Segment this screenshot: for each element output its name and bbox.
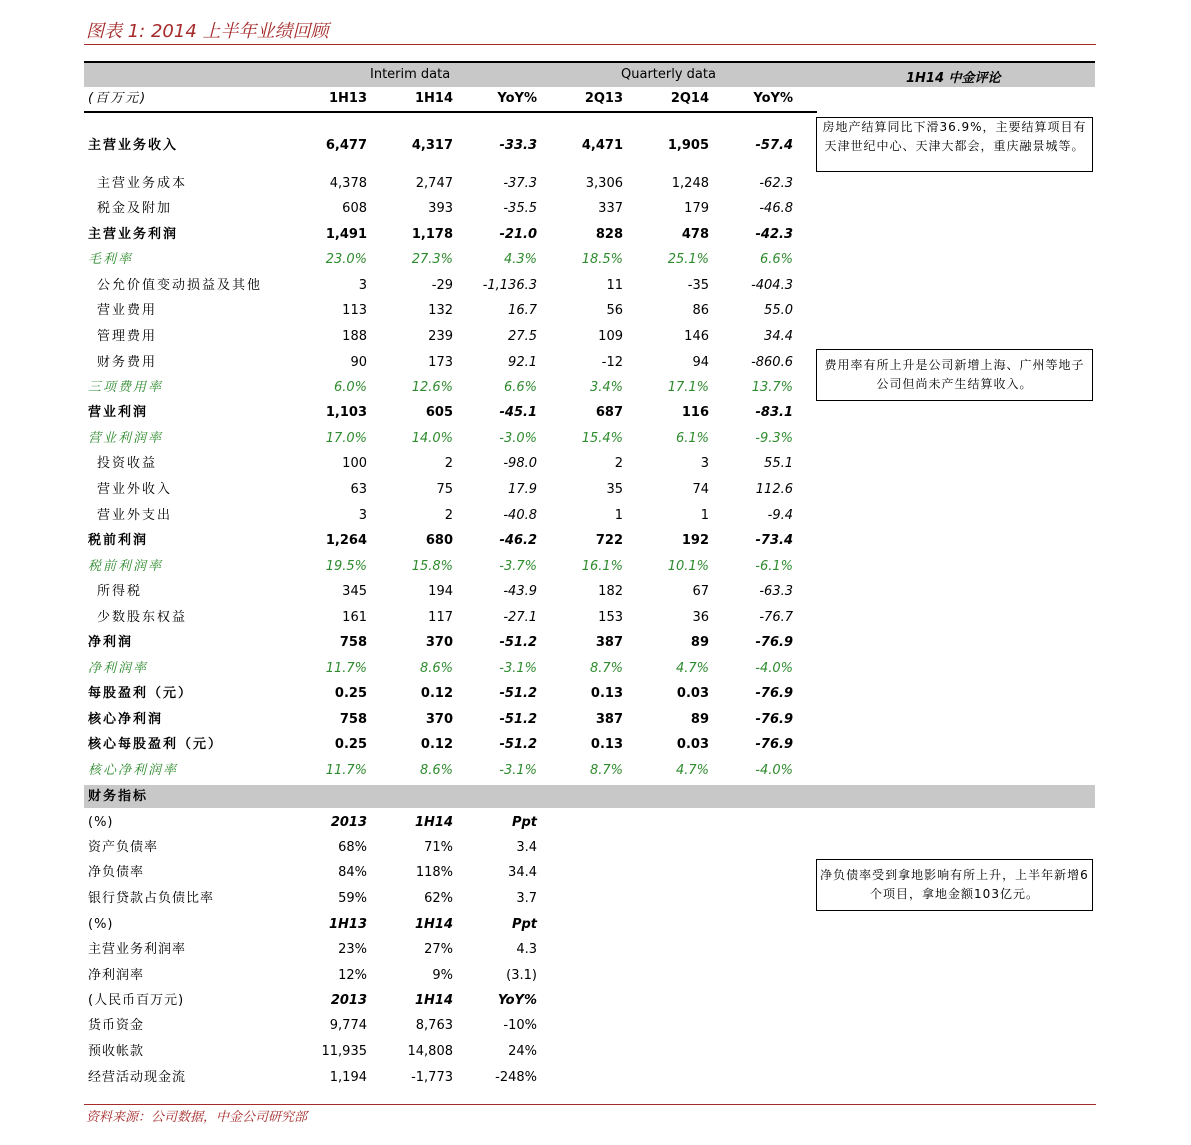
table-cell: 6.1% — [675, 431, 709, 446]
table-cell: 0.12 — [420, 686, 453, 701]
column-header: YoY% — [497, 91, 537, 106]
table-cell: 758 — [339, 635, 367, 650]
table-cell: 89 — [690, 635, 709, 650]
comment-revenue: 房地产结算同比下滑36.9%，主要结算项目有天津世纪中心、天津大都会，重庆融景城等。 — [816, 117, 1093, 172]
table-cell: -46.8 — [759, 201, 793, 216]
fin-table-cell: 59% — [338, 891, 367, 906]
table-cell: 100 — [342, 456, 367, 471]
table-cell: -4.0% — [755, 661, 793, 676]
table-cell: 1 — [700, 508, 709, 523]
table-cell: 1,264 — [325, 533, 367, 548]
table-cell: -35 — [687, 278, 709, 293]
column-header: 2Q14 — [670, 91, 709, 106]
row-label: 投资收益 — [97, 456, 158, 471]
row-label: 主营业务收入 — [88, 138, 179, 153]
fin-table-cell: 2013 — [330, 993, 367, 1008]
table-cell: -98.0 — [503, 456, 537, 471]
table-cell: 19.5% — [325, 559, 367, 574]
table-cell: 94 — [692, 355, 709, 370]
comment-header: 1H14 中金评论 — [906, 71, 1001, 86]
fin-table-cell: 3.7 — [516, 891, 537, 906]
fin-row-label: 银行贷款占负债比率 — [88, 891, 215, 906]
table-cell: -3.7% — [499, 559, 537, 574]
table-cell: 0.03 — [676, 686, 709, 701]
table-cell: 12.6% — [411, 380, 453, 395]
fin-table-cell: -1,773 — [411, 1070, 453, 1085]
table-cell: 109 — [598, 329, 623, 344]
fin-row-label: (人民币百万元) — [88, 993, 185, 1008]
table-cell: 10.1% — [667, 559, 709, 574]
fin-table-cell: -10% — [503, 1018, 537, 1033]
column-header: 1H13 — [328, 91, 367, 106]
fin-table-cell: 8,763 — [415, 1018, 453, 1033]
table-cell: 161 — [342, 610, 367, 625]
table-cell: 2 — [614, 456, 623, 471]
fin-table-cell: 71% — [424, 840, 453, 855]
unit-label: (百万元) — [88, 91, 148, 106]
table-cell: 1,103 — [325, 405, 367, 420]
table-header-band — [84, 61, 1095, 87]
table-cell: 1,178 — [411, 227, 453, 242]
fin-table-cell: 2013 — [330, 815, 367, 830]
table-cell: 608 — [342, 201, 367, 216]
table-cell: 116 — [681, 405, 709, 420]
fin-table-cell: 11,935 — [321, 1044, 367, 1059]
table-cell: 3.4% — [589, 380, 623, 395]
table-cell: 0.03 — [676, 737, 709, 752]
table-cell: 4,317 — [411, 138, 453, 153]
table-cell: 153 — [598, 610, 623, 625]
fin-table-cell: YoY% — [497, 993, 537, 1008]
table-cell: 337 — [598, 201, 623, 216]
column-header: 2Q13 — [584, 91, 623, 106]
fin-table-cell: 9,774 — [329, 1018, 367, 1033]
table-cell: 8.7% — [589, 763, 623, 778]
table-cell: 0.13 — [590, 686, 623, 701]
fin-table-cell: Ppt — [511, 815, 537, 830]
table-cell: 758 — [339, 712, 367, 727]
title-divider — [84, 44, 1096, 45]
table-cell: -27.1 — [503, 610, 537, 625]
table-cell: 8.6% — [419, 661, 453, 676]
row-label: 每股盈利（元） — [88, 686, 194, 701]
fin-row-label: 经营活动现金流 — [88, 1070, 187, 1085]
comment-net-debt: 净负债率受到拿地影响有所上升，上半年新增6个项目，拿地金额103亿元。 — [816, 859, 1093, 911]
table-cell: -4.0% — [755, 763, 793, 778]
table-cell: 17.9 — [508, 482, 537, 497]
table-cell: -76.9 — [755, 737, 793, 752]
table-cell: 194 — [428, 584, 453, 599]
table-cell: 680 — [425, 533, 453, 548]
financial-indicators-band — [84, 785, 1095, 808]
table-cell: 11 — [606, 278, 623, 293]
row-label: 核心净利润率 — [88, 763, 179, 778]
table-cell: 16.1% — [581, 559, 623, 574]
table-cell: 192 — [681, 533, 709, 548]
table-cell: -33.3 — [499, 138, 537, 153]
table-cell: -12 — [601, 355, 623, 370]
table-cell: 188 — [342, 329, 367, 344]
table-cell: 63 — [350, 482, 367, 497]
table-cell: 828 — [595, 227, 623, 242]
table-cell: 35 — [606, 482, 623, 497]
table-cell: 86 — [692, 303, 709, 318]
table-cell: 182 — [598, 584, 623, 599]
table-cell: -29 — [431, 278, 453, 293]
row-label: 营业利润 — [88, 405, 149, 420]
table-cell: 146 — [684, 329, 709, 344]
table-cell: -51.2 — [499, 712, 537, 727]
table-cell: 0.25 — [334, 737, 367, 752]
table-cell: 11.7% — [325, 661, 367, 676]
fin-table-cell: 27% — [424, 942, 453, 957]
fin-table-cell: 1H14 — [414, 993, 453, 1008]
table-cell: -62.3 — [759, 176, 793, 191]
interim-header: Interim data — [370, 67, 451, 82]
table-cell: -404.3 — [751, 278, 793, 293]
table-cell: -76.9 — [755, 635, 793, 650]
row-label: 核心净利润 — [88, 712, 164, 727]
row-label: 主营业务成本 — [97, 176, 188, 191]
row-label: 净利润率 — [88, 661, 149, 676]
fin-table-cell: 14,808 — [407, 1044, 453, 1059]
quarterly-header: Quarterly data — [621, 67, 716, 82]
fin-row-label: 净利润率 — [88, 968, 145, 983]
table-cell: 173 — [428, 355, 453, 370]
table-cell: 55.1 — [764, 456, 793, 471]
table-cell: 117 — [428, 610, 453, 625]
table-cell: 15.4% — [581, 431, 623, 446]
table-cell: 370 — [425, 712, 453, 727]
fin-table-cell: Ppt — [511, 917, 537, 932]
table-cell: 132 — [428, 303, 453, 318]
fin-table-cell: 1,194 — [329, 1070, 367, 1085]
table-cell: -45.1 — [499, 405, 537, 420]
table-cell: -42.3 — [755, 227, 793, 242]
table-cell: 1,248 — [671, 176, 709, 191]
table-cell: -9.3% — [755, 431, 793, 446]
table-cell: 393 — [428, 201, 453, 216]
table-cell: 387 — [595, 635, 623, 650]
row-label: 营业费用 — [97, 303, 158, 318]
table-cell: -35.5 — [503, 201, 537, 216]
table-cell: 0.12 — [420, 737, 453, 752]
table-cell: -51.2 — [499, 686, 537, 701]
column-header: 1H14 — [414, 91, 453, 106]
table-cell: -51.2 — [499, 737, 537, 752]
table-cell: 15.8% — [411, 559, 453, 574]
table-cell: 55.0 — [764, 303, 793, 318]
fin-row-label: 主营业务利润率 — [88, 942, 187, 957]
table-cell: 11.7% — [325, 763, 367, 778]
table-cell: -9.4 — [767, 508, 793, 523]
fin-table-cell: 68% — [338, 840, 367, 855]
row-label: 少数股东权益 — [97, 610, 188, 625]
table-cell: 4,471 — [581, 138, 623, 153]
table-cell: -40.8 — [503, 508, 537, 523]
row-label: 营业利润率 — [88, 431, 164, 446]
financial-indicators-title: 财务指标 — [88, 789, 149, 804]
row-label: 管理费用 — [97, 329, 158, 344]
row-label: 税金及附加 — [97, 201, 173, 216]
table-cell: 13.7% — [751, 380, 793, 395]
table-cell: 2,747 — [415, 176, 453, 191]
table-cell: 0.25 — [334, 686, 367, 701]
row-label: 所得税 — [97, 584, 143, 599]
table-cell: 18.5% — [581, 252, 623, 267]
table-cell: 4,378 — [329, 176, 367, 191]
fin-row-label: (%) — [88, 815, 114, 830]
table-cell: 1,491 — [325, 227, 367, 242]
table-cell: -46.2 — [499, 533, 537, 548]
table-cell: -21.0 — [499, 227, 537, 242]
table-cell: 75 — [436, 482, 453, 497]
table-cell: -63.3 — [759, 584, 793, 599]
table-cell: 6.6% — [503, 380, 537, 395]
row-label: 核心每股盈利（元） — [88, 737, 224, 752]
table-cell: 179 — [684, 201, 709, 216]
table-cell: -860.6 — [751, 355, 793, 370]
table-cell: 387 — [595, 712, 623, 727]
table-cell: -76.9 — [755, 712, 793, 727]
row-label: 公允价值变动损益及其他 — [97, 278, 263, 293]
row-label: 营业外支出 — [97, 508, 173, 523]
table-cell: 1 — [614, 508, 623, 523]
table-cell: -37.3 — [503, 176, 537, 191]
table-cell: 90 — [350, 355, 367, 370]
table-cell: 605 — [425, 405, 453, 420]
table-cell: 8.7% — [589, 661, 623, 676]
table-cell: 3 — [700, 456, 709, 471]
fin-table-cell: -248% — [495, 1070, 537, 1085]
table-cell: 17.1% — [667, 380, 709, 395]
table-cell: -43.9 — [503, 584, 537, 599]
table-cell: 34.4 — [764, 329, 793, 344]
table-cell: 722 — [595, 533, 623, 548]
table-cell: 27.5 — [508, 329, 537, 344]
table-cell: 113 — [342, 303, 367, 318]
fin-row-label: 资产负债率 — [88, 840, 159, 855]
table-cell: 687 — [595, 405, 623, 420]
table-cell: 17.0% — [325, 431, 367, 446]
fin-row-label: (%) — [88, 917, 114, 932]
row-label: 毛利率 — [88, 252, 134, 267]
table-cell: -1,136.3 — [482, 278, 537, 293]
table-cell: 36 — [692, 610, 709, 625]
table-cell: 239 — [428, 329, 453, 344]
fin-table-cell: 62% — [424, 891, 453, 906]
table-cell: -6.1% — [755, 559, 793, 574]
table-cell: 4.3% — [503, 252, 537, 267]
table-cell: 16.7 — [508, 303, 537, 318]
table-cell: -73.4 — [755, 533, 793, 548]
table-cell: 14.0% — [411, 431, 453, 446]
table-cell: 6,477 — [325, 138, 367, 153]
table-cell: 6.6% — [759, 252, 793, 267]
fin-table-cell: 12% — [338, 968, 367, 983]
table-cell: 74 — [692, 482, 709, 497]
table-cell: 3 — [358, 508, 367, 523]
fin-table-cell: 3.4 — [516, 840, 537, 855]
fin-table-cell: 34.4 — [508, 865, 537, 880]
fin-table-cell: 24% — [508, 1044, 537, 1059]
fin-table-cell: (3.1) — [506, 968, 537, 983]
table-cell: -57.4 — [755, 138, 793, 153]
table-cell: 1,905 — [667, 138, 709, 153]
row-label: 财务费用 — [97, 355, 158, 370]
source-note: 资料来源：公司数据，中金公司研究部 — [86, 1110, 308, 1125]
table-cell: 2 — [444, 456, 453, 471]
table-cell: 27.3% — [411, 252, 453, 267]
table-cell: -3.0% — [499, 431, 537, 446]
row-label: 主营业务利润 — [88, 227, 179, 242]
table-cell: 8.6% — [419, 763, 453, 778]
row-label: 三项费用率 — [88, 380, 164, 395]
fin-table-cell: 23% — [338, 942, 367, 957]
table-cell: 6.0% — [333, 380, 367, 395]
table-cell: 478 — [681, 227, 709, 242]
fin-table-cell: 84% — [338, 865, 367, 880]
table-cell: 4.7% — [675, 661, 709, 676]
figure-title: 图表 1: 2014 上半年业绩回顾 — [86, 21, 329, 42]
table-cell: 23.0% — [325, 252, 367, 267]
table-cell: 56 — [606, 303, 623, 318]
row-label: 税前利润 — [88, 533, 149, 548]
table-cell: 112.6 — [755, 482, 793, 497]
row-label: 净利润 — [88, 635, 134, 650]
row-label: 税前利润率 — [88, 559, 164, 574]
column-header: YoY% — [753, 91, 793, 106]
table-cell: -76.9 — [755, 686, 793, 701]
table-cell: -51.2 — [499, 635, 537, 650]
fin-row-label: 货币资金 — [88, 1018, 145, 1033]
table-cell: -76.7 — [759, 610, 793, 625]
table-cell: 3 — [358, 278, 367, 293]
table-cell: 25.1% — [667, 252, 709, 267]
table-cell: 67 — [692, 584, 709, 599]
row-label: 营业外收入 — [97, 482, 173, 497]
table-cell: 3,306 — [585, 176, 623, 191]
table-cell: 92.1 — [508, 355, 537, 370]
table-cell: 370 — [425, 635, 453, 650]
table-cell: 4.7% — [675, 763, 709, 778]
comment-expense: 费用率有所上升是公司新增上海、广州等地子公司但尚未产生结算收入。 — [816, 349, 1093, 401]
table-cell: -3.1% — [499, 661, 537, 676]
footer-divider — [84, 1104, 1096, 1105]
table-cell: 0.13 — [590, 737, 623, 752]
fin-table-cell: 1H14 — [414, 815, 453, 830]
fin-table-cell: 1H14 — [414, 917, 453, 932]
fin-table-cell: 118% — [415, 865, 453, 880]
fin-table-cell: 4.3 — [516, 942, 537, 957]
fin-table-cell: 9% — [432, 968, 453, 983]
fin-table-cell: 1H13 — [328, 917, 367, 932]
fin-row-label: 净负债率 — [88, 865, 145, 880]
table-cell: -83.1 — [755, 405, 793, 420]
fin-row-label: 预收帐款 — [88, 1044, 145, 1059]
table-cell: -3.1% — [499, 763, 537, 778]
table-cell: 345 — [342, 584, 367, 599]
table-cell: 2 — [444, 508, 453, 523]
table-cell: 89 — [690, 712, 709, 727]
